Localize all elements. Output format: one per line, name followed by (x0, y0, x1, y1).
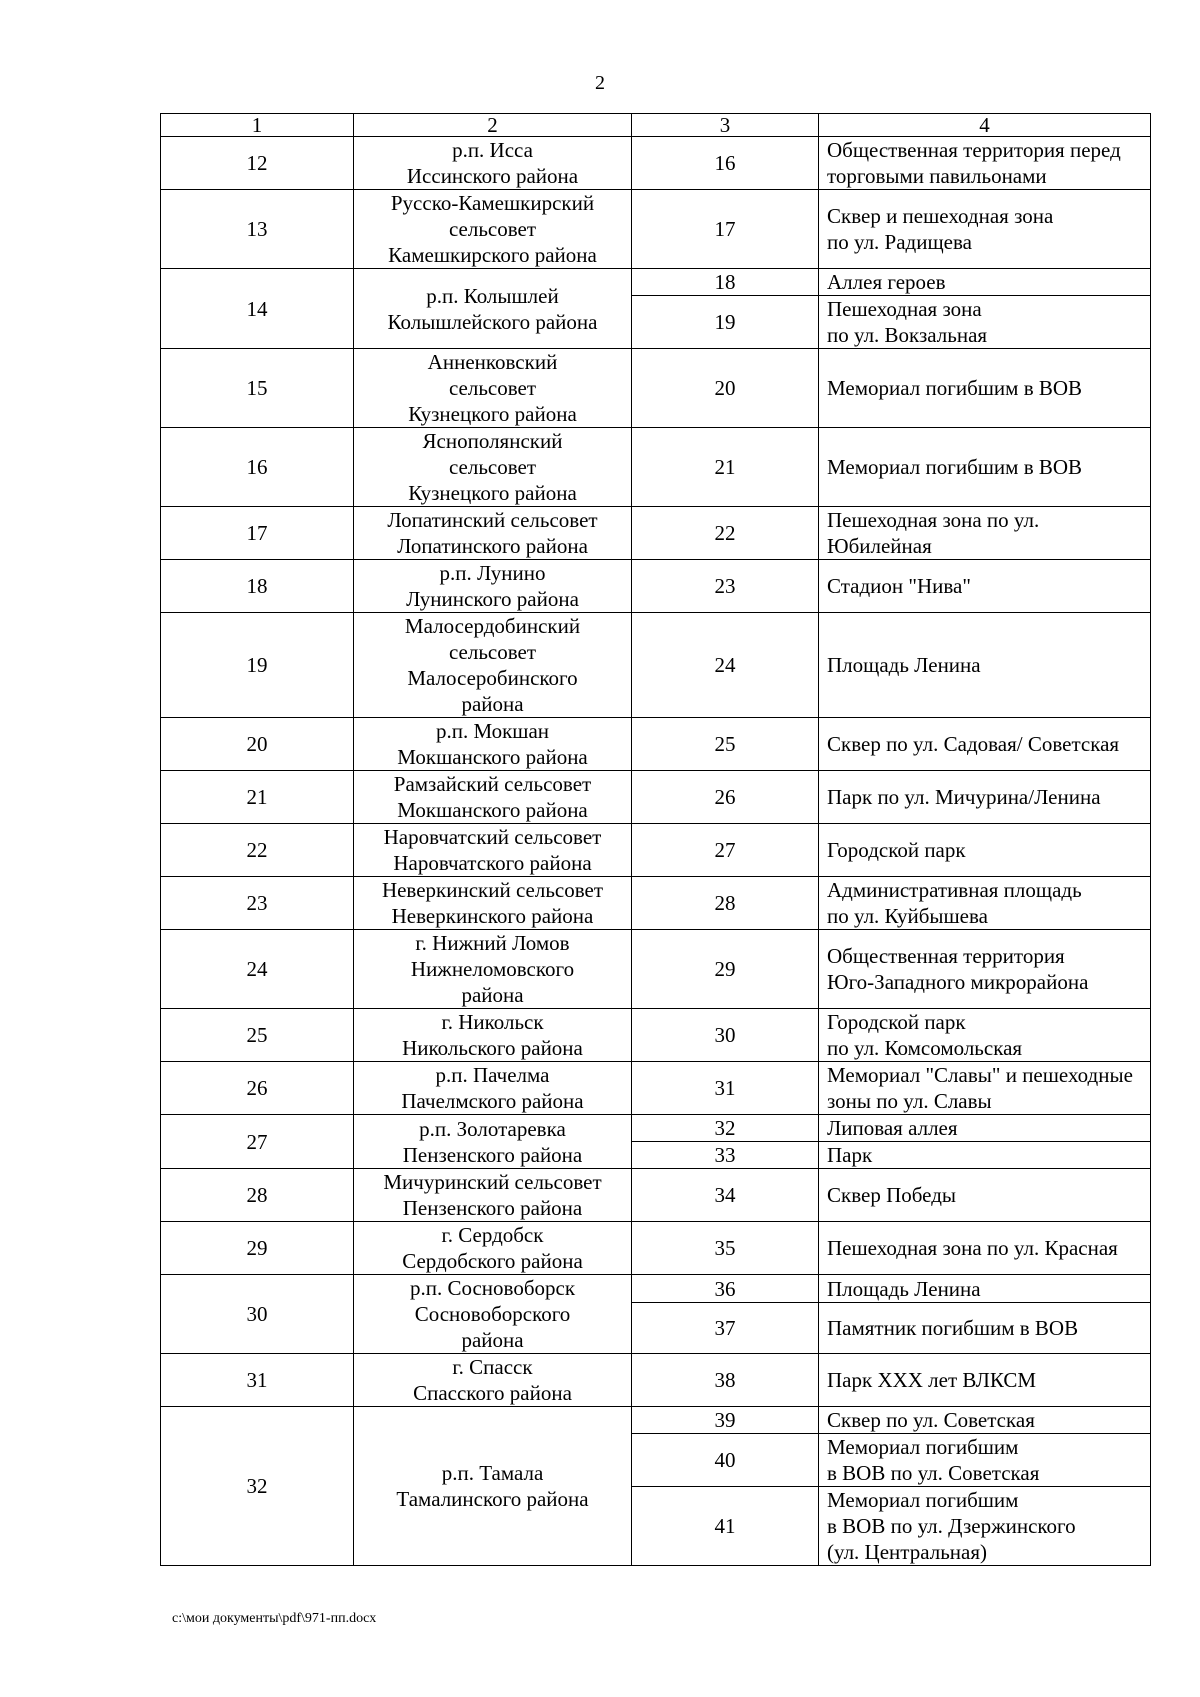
territory-number-cell: 27 (632, 824, 819, 877)
municipality-line: р.п. Колышлей (426, 283, 559, 308)
municipality-line: Спасского района (413, 1381, 572, 1405)
municipality-cell (354, 1169, 632, 1222)
municipality-line: Мокшанского района (397, 745, 588, 769)
territory-name-line: Мемориал погибшим (827, 1435, 1019, 1459)
row-number-cell: 29 (161, 1222, 354, 1275)
territory-name-line: Общественная территория (827, 944, 1065, 968)
table-row (161, 269, 1151, 296)
footer-file-path: c:\мои документы\pdf\971-пп.docx (172, 1611, 377, 1626)
row-number-cell: 17 (161, 507, 354, 560)
header-col-4: 4 (819, 114, 1151, 137)
table-row (161, 1169, 1151, 1222)
table-row (161, 1222, 1151, 1275)
territory-name-line: по ул. Комсомольская (827, 1036, 1023, 1060)
table-row (161, 824, 1151, 877)
header-col-3: 3 (632, 114, 819, 137)
territory-name-cell (819, 507, 1151, 560)
row-number-cell: 15 (161, 349, 354, 428)
municipality-line: Рамзайский сельсовет (393, 772, 592, 796)
territory-name-line: торговыми павильонами (827, 164, 1047, 188)
territory-name-cell (819, 1354, 1151, 1407)
territory-name-line: Пешеходная зона (827, 297, 982, 321)
municipality-cell (354, 560, 632, 613)
municipality-line: Неверкинского района (391, 904, 594, 928)
table-body (161, 137, 1151, 1566)
territory-name-line: Парк по ул. Мичурина/Ленина (827, 785, 1101, 809)
table-row (161, 349, 1151, 428)
territory-name-cell (819, 349, 1151, 428)
row-number-cell: 32 (161, 1407, 354, 1566)
territory-number-cell: 31 (632, 1062, 819, 1115)
row-number-cell: 14 (161, 269, 354, 349)
municipality-line: Лунинского района (406, 587, 579, 611)
municipality-cell (354, 771, 632, 824)
municipality-line: Никольского района (402, 1036, 583, 1060)
territory-number-cell: 18 (632, 269, 819, 296)
municipality-line: Наровчатского района (393, 851, 592, 875)
municipality-line: Неверкинский сельсовет (381, 878, 604, 902)
territory-number-cell: 16 (632, 137, 819, 190)
municipality-line: Сердобского района (402, 1249, 583, 1273)
territory-name-line: Городской парк (827, 838, 966, 862)
territory-number-cell: 20 (632, 349, 819, 428)
municipality-line: Кузнецкого района (408, 402, 577, 426)
territory-name-cell (819, 718, 1151, 771)
territory-number-cell: 39 (632, 1407, 819, 1434)
municipality-cell (354, 190, 632, 269)
municipality-cell (354, 1062, 632, 1115)
territory-number-cell: 36 (632, 1275, 819, 1303)
table-row (161, 190, 1151, 269)
territory-number-cell: 37 (632, 1303, 819, 1354)
territory-name-line: Памятник погибшим в ВОВ (827, 1316, 1079, 1341)
municipality-line: Пензенского района (402, 1196, 583, 1220)
row-number-cell: 24 (161, 930, 354, 1009)
municipality-line: Мичуринский сельсовет (383, 1170, 602, 1194)
municipality-line: сельсовет (448, 376, 537, 400)
territory-number-cell: 41 (632, 1487, 819, 1566)
municipality-cell (354, 1275, 632, 1354)
municipality-line: Пензенского района (402, 1142, 583, 1167)
table-row (161, 877, 1151, 930)
municipality-line: района (461, 1328, 524, 1352)
territory-number-cell: 23 (632, 560, 819, 613)
row-number-cell: 27 (161, 1115, 354, 1169)
table-row (161, 507, 1151, 560)
municipality-line: г. Сердобск (441, 1223, 544, 1247)
row-number-cell: 12 (161, 137, 354, 190)
territory-name-cell (819, 1009, 1151, 1062)
territory-name-cell (819, 1169, 1151, 1222)
territory-name-line: Сквер и пешеходная зона (827, 204, 1054, 228)
municipality-line: р.п. Исса (452, 138, 533, 162)
territory-name-line: Сквер по ул. Садовая/ Советская (827, 732, 1120, 756)
table-row (161, 1009, 1151, 1062)
row-number-cell: 25 (161, 1009, 354, 1062)
territory-name-cell (819, 269, 1151, 296)
territory-name-cell (819, 824, 1151, 877)
table-row (161, 771, 1151, 824)
row-number-cell: 20 (161, 718, 354, 771)
municipality-line: Русско-Камешкирский (390, 191, 595, 215)
territory-name-line: Сквер по ул. Советская (827, 1408, 1035, 1432)
territory-name-line: Пешеходная зона по ул. Красная (827, 1236, 1118, 1260)
territory-name-line: Мемориал погибшим в ВОВ (827, 455, 1083, 479)
table-row (161, 428, 1151, 507)
territory-name-line: Юго-Западного микрорайона (827, 970, 1089, 994)
municipality-line: Камешкирского района (388, 243, 597, 267)
header-col-2: 2 (354, 114, 632, 137)
territory-name-line: по ул. Радищева (827, 230, 972, 254)
territory-number-cell: 29 (632, 930, 819, 1009)
territory-name-cell (819, 1407, 1151, 1434)
territory-name-cell (819, 1434, 1151, 1487)
municipality-cell (354, 269, 632, 349)
municipality-cell (354, 507, 632, 560)
municipality-cell (354, 1354, 632, 1407)
territory-name-line: Мемориал погибшим (827, 1488, 1019, 1512)
territory-name-line: в ВОВ по ул. Дзержинского (827, 1514, 1076, 1538)
municipality-cell (354, 1115, 632, 1169)
row-number-cell: 22 (161, 824, 354, 877)
territory-name-cell (819, 137, 1151, 190)
row-number-cell: 23 (161, 877, 354, 930)
municipality-line: Пачелмского района (401, 1089, 584, 1113)
row-number-cell: 31 (161, 1354, 354, 1407)
table-row (161, 560, 1151, 613)
territory-name-line: Сквер Победы (827, 1183, 956, 1207)
territory-name-cell (819, 1142, 1151, 1169)
municipality-line: г. Никольск (441, 1010, 544, 1034)
territory-number-cell: 35 (632, 1222, 819, 1275)
territory-name-cell (819, 1487, 1151, 1566)
territory-name-line: зоны по ул. Славы (827, 1089, 992, 1113)
territory-number-cell: 25 (632, 718, 819, 771)
territory-name-cell (819, 1062, 1151, 1115)
territory-name-line: Аллея героев (827, 270, 946, 294)
territory-name-cell (819, 1115, 1151, 1142)
municipality-line: р.п. Сосновоборск (409, 1276, 576, 1300)
territory-name-line: в ВОВ по ул. Советская (827, 1461, 1040, 1485)
municipality-line: г. Спасск (452, 1355, 533, 1379)
municipality-line: Тамалинского района (396, 1487, 589, 1511)
territory-number-cell: 17 (632, 190, 819, 269)
territory-name-line: Площадь Ленина (827, 1276, 981, 1301)
territory-number-cell: 19 (632, 296, 819, 349)
municipality-line: р.п. Пачелма (435, 1063, 550, 1087)
municipality-line: сельсовет (448, 455, 537, 479)
table-row (161, 1115, 1151, 1142)
territory-name-cell (819, 1222, 1151, 1275)
municipality-cell (354, 930, 632, 1009)
territory-name-line: Мемориал погибшим в ВОВ (827, 376, 1083, 400)
row-number-cell: 30 (161, 1275, 354, 1354)
municipality-line: Наровчатский сельсовет (383, 825, 602, 849)
row-number-cell: 16 (161, 428, 354, 507)
table-row (161, 718, 1151, 771)
municipality-line: Нижнеломовского (410, 957, 575, 981)
municipality-line: Иссинского района (406, 164, 579, 188)
territory-name-line: Стадион "Нива" (827, 574, 971, 598)
municipality-line: Малосеробинского (407, 666, 578, 690)
territory-number-cell: 40 (632, 1434, 819, 1487)
territory-name-cell (819, 613, 1151, 718)
territory-name-line: Юбилейная (827, 534, 932, 558)
territory-number-cell: 24 (632, 613, 819, 718)
municipality-line: Мокшанского района (397, 798, 588, 822)
territory-name-line: Парк XXX лет ВЛКСМ (827, 1368, 1037, 1392)
territory-name-line: Площадь Ленина (827, 653, 981, 677)
territory-name-line: Городской парк (827, 1010, 966, 1034)
municipality-line: р.п. Тамала (441, 1461, 544, 1485)
municipality-cell (354, 428, 632, 507)
row-number-cell: 21 (161, 771, 354, 824)
table-row (161, 1354, 1151, 1407)
territory-number-cell: 33 (632, 1142, 819, 1169)
territory-name-line: по ул. Куйбышева (827, 904, 988, 928)
table-row (161, 613, 1151, 718)
municipality-line: Колышлейского района (387, 309, 598, 334)
municipality-table (160, 113, 1151, 1566)
territory-number-cell: 26 (632, 771, 819, 824)
territory-name-cell (819, 930, 1151, 1009)
row-number-cell: 18 (161, 560, 354, 613)
territory-name-line: Общественная территория перед (827, 138, 1121, 162)
table-header-row (161, 114, 1151, 137)
row-number-cell: 19 (161, 613, 354, 718)
municipality-cell (354, 718, 632, 771)
municipality-line: Малосердобинский (404, 614, 581, 638)
territory-name-cell (819, 1275, 1151, 1303)
territory-name-line: Липовая аллея (827, 1116, 958, 1140)
municipality-line: р.п. Мокшан (435, 719, 550, 743)
territory-name-cell (819, 560, 1151, 613)
municipality-cell (354, 349, 632, 428)
municipality-cell (354, 137, 632, 190)
municipality-line: района (461, 983, 524, 1007)
territory-number-cell: 22 (632, 507, 819, 560)
municipality-line: Лопатинского района (397, 534, 588, 558)
municipality-line: г. Нижний Ломов (415, 931, 570, 955)
municipality-line: Кузнецкого района (408, 481, 577, 505)
territory-number-cell: 38 (632, 1354, 819, 1407)
municipality-cell (354, 824, 632, 877)
territory-number-cell: 21 (632, 428, 819, 507)
territory-number-cell: 34 (632, 1169, 819, 1222)
territory-number-cell: 30 (632, 1009, 819, 1062)
municipality-line: Сосновоборского (414, 1302, 571, 1326)
page-number: 2 (595, 72, 605, 94)
municipality-line: Анненковский (427, 350, 558, 374)
territory-name-line: Пешеходная зона по ул. (827, 508, 1040, 532)
municipality-line: Лопатинский сельсовет (387, 508, 598, 532)
territory-name-line: Мемориал "Славы" и пешеходные (827, 1063, 1133, 1087)
territory-name-cell (819, 190, 1151, 269)
table-row (161, 1275, 1151, 1303)
territory-name-line: Административная площадь (827, 878, 1082, 902)
row-number-cell: 28 (161, 1169, 354, 1222)
territory-number-cell: 28 (632, 877, 819, 930)
table-row (161, 137, 1151, 190)
municipality-line: района (461, 692, 524, 716)
territory-name-line: Парк (827, 1143, 873, 1167)
municipality-cell (354, 1009, 632, 1062)
territory-name-line: по ул. Вокзальная (827, 323, 988, 347)
municipality-cell (354, 1222, 632, 1275)
municipality-line: р.п. Золотаревка (419, 1116, 566, 1141)
municipality-cell (354, 1407, 632, 1566)
territory-number-cell: 32 (632, 1115, 819, 1142)
territory-name-cell (819, 296, 1151, 349)
territory-name-cell (819, 877, 1151, 930)
table-row (161, 930, 1151, 1009)
territory-name-line: (ул. Центральная) (827, 1540, 987, 1564)
table-row (161, 1407, 1151, 1434)
row-number-cell: 26 (161, 1062, 354, 1115)
municipality-line: Яснополянский (422, 429, 563, 453)
municipality-cell (354, 877, 632, 930)
municipality-cell (354, 613, 632, 718)
table-row (161, 1062, 1151, 1115)
territory-name-cell (819, 771, 1151, 824)
territory-name-cell (819, 428, 1151, 507)
territory-name-cell (819, 1303, 1151, 1354)
municipality-line: сельсовет (448, 640, 537, 664)
municipality-line: р.п. Лунино (439, 561, 546, 585)
header-col-1: 1 (161, 114, 354, 137)
row-number-cell: 13 (161, 190, 354, 269)
municipality-line: сельсовет (448, 217, 537, 241)
